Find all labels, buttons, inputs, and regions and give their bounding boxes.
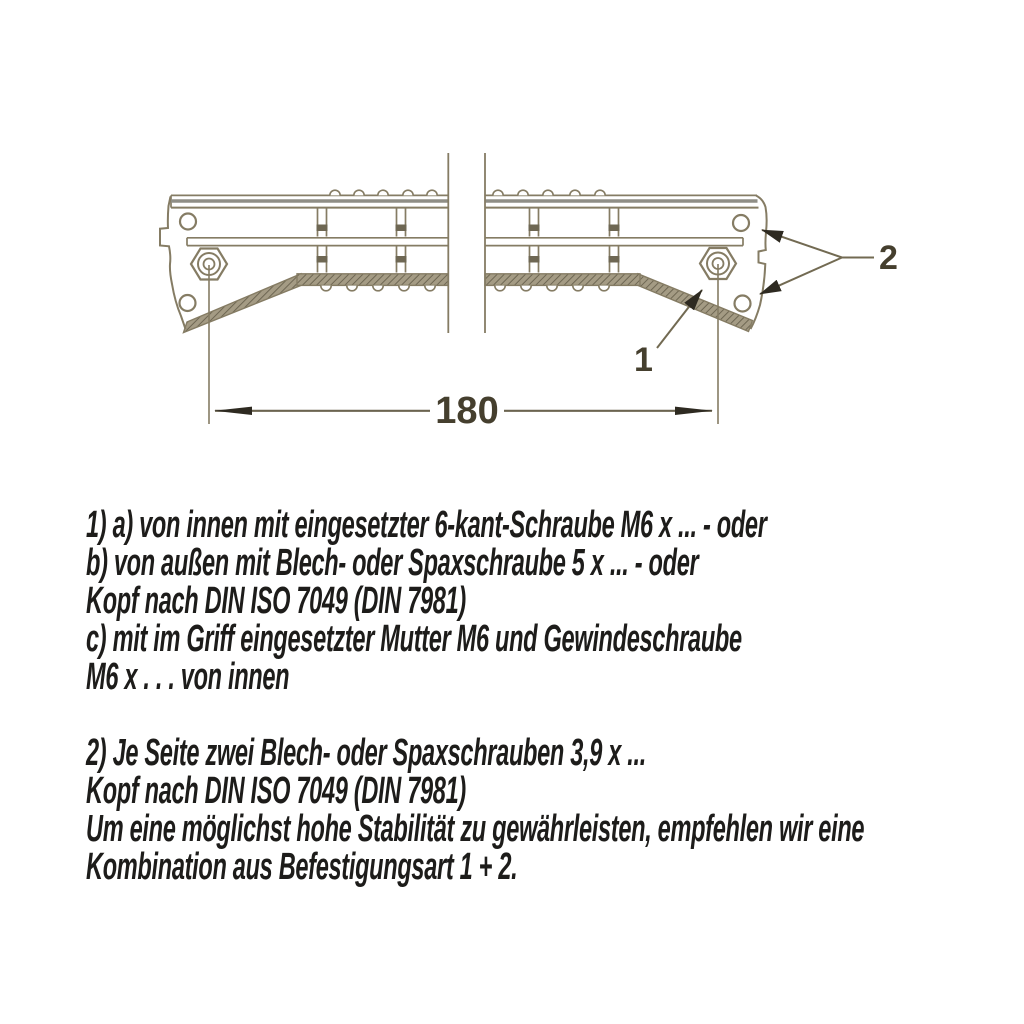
mounting-notes bbox=[86, 506, 1024, 886]
screw-hole-top-left bbox=[180, 214, 196, 230]
screw-hole-bottom-left bbox=[180, 295, 196, 311]
grip-ridges-bottom bbox=[321, 286, 609, 291]
callout-2-label: 2 bbox=[879, 239, 898, 277]
screw-hole-bottom-right bbox=[735, 296, 751, 312]
web-connectors bbox=[317, 208, 620, 273]
handle-profile bbox=[160, 153, 767, 333]
right-end-cap bbox=[751, 196, 767, 330]
bottom-rail bbox=[184, 274, 753, 333]
callout-1 bbox=[634, 290, 702, 379]
note-line: Kombination aus Befestigungsart 1 + 2. bbox=[86, 846, 518, 888]
note-line: M6 x . . . von innen bbox=[86, 656, 290, 698]
note-line: b) von außen mit Blech- oder Spaxschraube 5 x ... - oder bbox=[86, 542, 699, 584]
screw-hole-top-right bbox=[733, 215, 749, 231]
break-lines bbox=[448, 153, 485, 333]
note-paragraph-1 bbox=[86, 506, 1016, 696]
top-rail bbox=[171, 195, 759, 207]
middle-bar bbox=[187, 238, 743, 246]
note-line: Kopf nach DIN ISO 7049 (DIN 7981) bbox=[86, 770, 466, 812]
note-paragraph-2 bbox=[86, 734, 1016, 886]
note-line: c) mit im Griff eingesetzter Mutter M6 und Gewindeschraube bbox=[86, 618, 742, 660]
technical-drawing bbox=[0, 0, 1024, 470]
note-line: Kopf nach DIN ISO 7049 (DIN 7981) bbox=[86, 580, 466, 622]
callout-2-leader-lower bbox=[760, 258, 842, 295]
note-line: 2) Je Seite zwei Blech- oder Spaxschrauben 3,9 x ... bbox=[86, 732, 647, 774]
callout-1-label: 1 bbox=[634, 341, 653, 379]
callout-2 bbox=[760, 230, 898, 294]
note-line: Um eine möglichst hohe Stabilität zu gewährleisten, empfehlen wir eine bbox=[86, 808, 865, 850]
note-line: 1) a) von innen mit eingesetzter 6-kant-Schraube M6 x ... - oder bbox=[86, 504, 767, 546]
dimension-label: 180 bbox=[435, 390, 499, 432]
callout-2-leader-upper bbox=[762, 230, 842, 258]
